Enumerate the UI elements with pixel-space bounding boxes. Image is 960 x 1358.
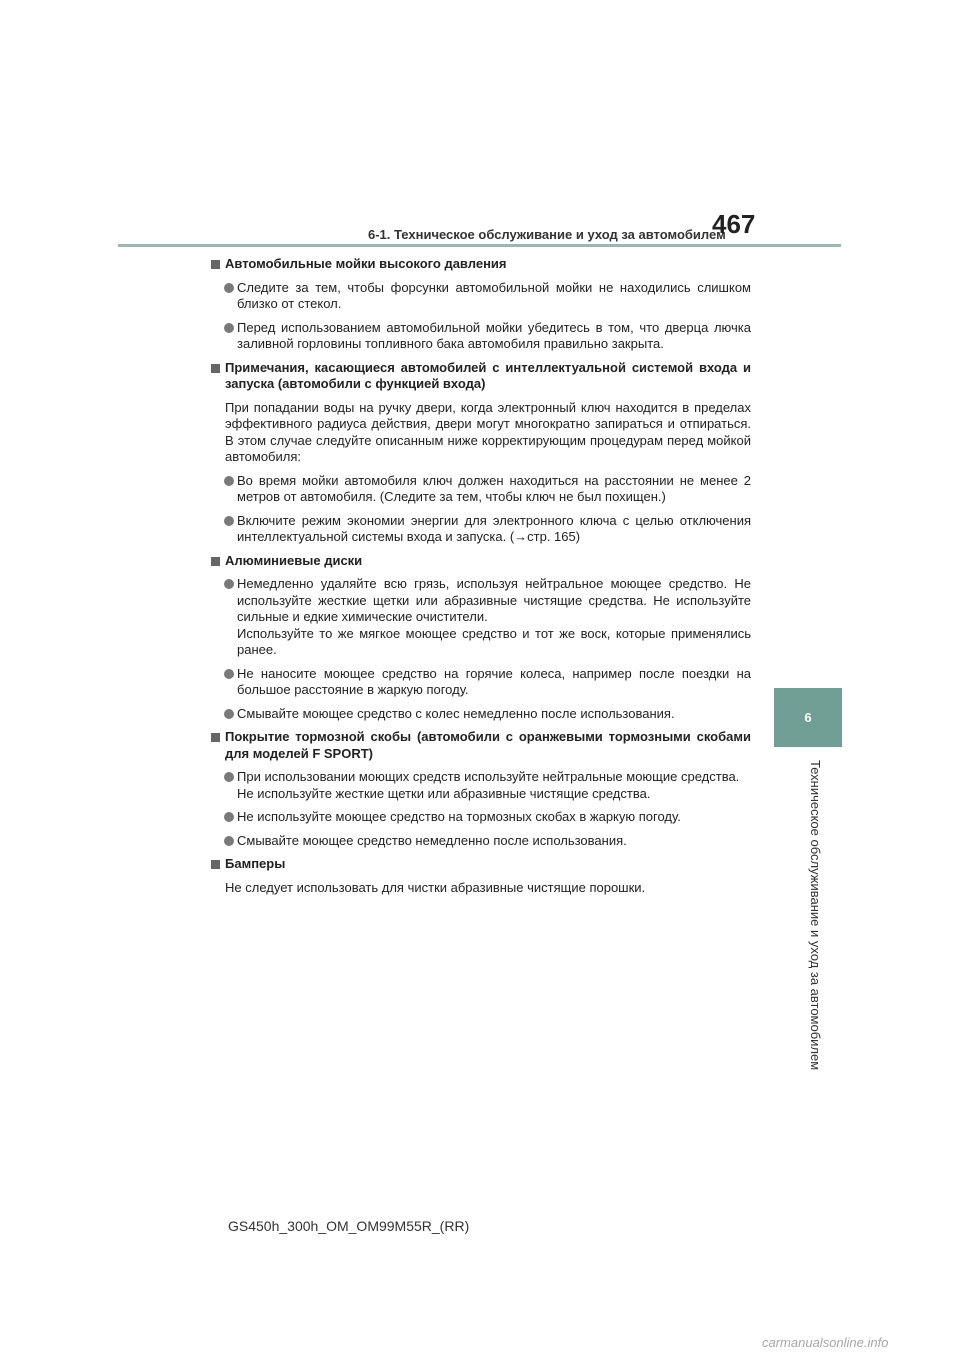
bullet-text: Включите режим экономии энергии для электронного ключа с целью отключения интеллектуальной системы входа и запуска. (→стр. 165) <box>237 512 751 544</box>
square-bullet-icon <box>211 557 220 566</box>
bullet-item <box>211 833 751 850</box>
section-heading-text: Автомобильные мойки высокого давления <box>225 256 507 271</box>
bullet-text: Не используйте моющее средство на тормозных скобах в жаркую погоду. <box>237 809 681 824</box>
section-heading-text: Алюминиевые диски <box>225 552 363 568</box>
round-bullet-icon <box>224 323 234 333</box>
chapter-tab-number: 6 <box>804 710 812 725</box>
bullet-item <box>211 280 751 313</box>
bullet-text: Следите за тем, чтобы форсунки автомобильной мойки не находились слишком близко от стекол. <box>237 279 751 311</box>
round-bullet-icon <box>224 709 234 719</box>
chapter-tab[interactable] <box>774 688 842 747</box>
bullet-item <box>211 769 751 802</box>
bullet-text: Используйте то же мягкое моющее средство и тот же воск, которые применялись ранее. <box>237 625 751 657</box>
bullet-item <box>211 576 751 659</box>
bullet-text: Во время мойки автомобиля ключ должен находиться на расстоянии не менее 2 метров от автомобиля. (Следите за тем, чтобы ключ не был похищен.) <box>237 472 751 504</box>
page-number: 467 <box>712 209 756 239</box>
bullet-item <box>211 320 751 353</box>
round-bullet-icon <box>224 476 234 486</box>
bullet-item <box>211 809 751 826</box>
round-bullet-icon <box>224 516 234 526</box>
round-bullet-icon <box>224 669 234 679</box>
header-divider <box>118 244 841 247</box>
section-heading <box>211 256 751 273</box>
section-heading <box>211 553 751 570</box>
bullet-item <box>211 706 751 723</box>
section-heading <box>211 360 751 393</box>
round-bullet-icon <box>224 579 234 589</box>
bullet-item <box>211 513 751 546</box>
bullet-text: Немедленно удаляйте всю грязь, используя нейтральное моющее средство. Не используйте жесткие щетки или абразивные чистящие средства. Не используйте сильные и едкие химические очистители. <box>237 576 751 624</box>
square-bullet-icon <box>211 260 220 269</box>
round-bullet-icon <box>224 283 234 293</box>
section-heading-text: Покрытие тормозной скобы (автомобили с оранжевыми тормозными скобами для моделей F SPORT) <box>225 729 751 761</box>
bullet-text: Смывайте моющее средство немедленно после использования. <box>237 832 627 848</box>
paragraph: При попадании воды на ручку двери, когда электронный ключ находится в пределах эффективного радиуса действия, двери могут многократно запираться и отпираться. В этом случае следуйте описанным ниже корректирующим процедурам перед мойкой автомобиля: <box>225 399 751 464</box>
footer-doc-code: GS450h_300h_OM_OM99M55R_(RR) <box>228 1218 470 1234</box>
square-bullet-icon <box>211 364 220 373</box>
bullet-text: Не используйте жесткие щетки или абразивные чистящие средства. <box>237 785 651 801</box>
watermark: carmanualsonline.info <box>762 1335 889 1350</box>
paragraph: Не следует использовать для чистки абразивные чистящие порошки. <box>225 879 646 895</box>
round-bullet-icon <box>224 836 234 846</box>
round-bullet-icon <box>224 772 234 782</box>
bullet-item <box>211 666 751 699</box>
square-bullet-icon <box>211 860 220 869</box>
section-heading <box>211 856 751 873</box>
bullet-text: Не наносите моющее средство на горячие колеса, например после поездки на большое расстояние в жаркую погоду. <box>237 665 751 697</box>
bullet-text: При использовании моющих средств используйте нейтральные моющие средства. <box>237 769 740 784</box>
square-bullet-icon <box>211 733 220 742</box>
bullet-text: Смывайте моющее средство с колес немедленно после использования. <box>237 705 675 721</box>
section-heading-text: Бамперы <box>225 856 286 871</box>
running-header-section: 6-1. Техническое обслуживание и уход за автомобилем <box>368 227 726 242</box>
round-bullet-icon <box>224 812 234 822</box>
section-heading <box>211 729 751 762</box>
bullet-text: Перед использованием автомобильной мойки убедитесь в том, что дверца лючка заливной горловины топливного бака автомобиля правильно закрыта. <box>237 319 751 351</box>
bullet-item <box>211 473 751 506</box>
chapter-side-label: Техническое обслуживание и уход за автомобилем <box>808 760 823 1071</box>
page-content <box>211 256 751 903</box>
section-heading-text: Примечания, касающиеся автомобилей с интеллектуальной системой входа и запуска (автомобили с функцией входа) <box>225 359 751 391</box>
